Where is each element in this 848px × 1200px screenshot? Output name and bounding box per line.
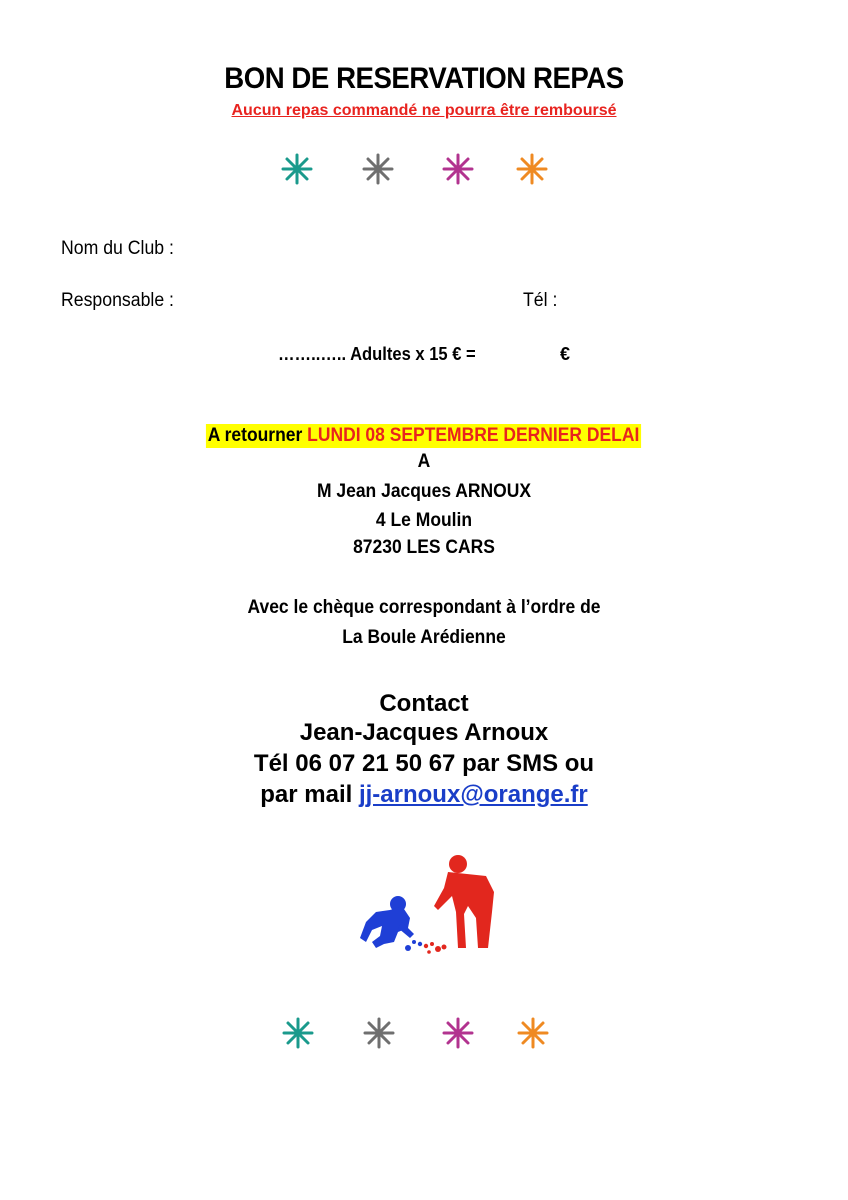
recipient-city: 87230 LES CARS	[353, 537, 495, 558]
contact-name: Jean-Jacques Arnoux	[299, 719, 549, 746]
club-name-label: Nom du Club :	[61, 238, 174, 259]
club-name-field[interactable]	[61, 238, 182, 260]
recipient-street: 4 Le Moulin	[375, 510, 473, 531]
asterisk-star-icon	[281, 1016, 315, 1050]
deadline-date: LUNDI 08 SEPTEMBRE DERNIER DELAI	[307, 425, 640, 446]
decorative-stars-bottom	[0, 1016, 848, 1056]
responsable-label: Responsable :	[61, 290, 174, 311]
cheque-instruction: Avec le chèque correspondant à l’ordre de	[247, 597, 601, 618]
recipient-name: M Jean Jacques ARNOUX	[316, 481, 532, 502]
asterisk-star-icon	[441, 1016, 475, 1050]
tel-field[interactable]	[523, 290, 560, 312]
mail-prefix: par mail	[260, 781, 353, 808]
cheque-payee: La Boule Arédienne	[342, 627, 506, 648]
petanque-players-logo	[354, 852, 500, 962]
responsable-field[interactable]	[61, 290, 182, 312]
asterisk-star-icon	[280, 152, 314, 186]
asterisk-star-icon	[361, 152, 395, 186]
asterisk-star-icon	[362, 1016, 396, 1050]
refund-warning: Aucun repas commandé ne pourra être remboursé	[231, 102, 617, 119]
contact-phone: Tél 06 07 21 50 67 par SMS ou	[253, 750, 595, 777]
page-title: BON DE RESERVATION REPAS	[224, 62, 624, 95]
return-deadline	[0, 424, 848, 448]
contact-mail-line	[0, 781, 848, 809]
total-euro-sign: €	[560, 344, 571, 364]
decorative-stars-top	[0, 152, 848, 192]
email-link[interactable]: jj-arnoux@orange.fr	[358, 781, 588, 808]
return-to: A	[417, 451, 431, 472]
tel-label: Tél :	[523, 290, 558, 311]
asterisk-star-icon	[515, 152, 549, 186]
adults-count-line[interactable]: ……..….. Adultes x 15 € =	[278, 344, 476, 364]
contact-heading: Contact	[379, 690, 469, 717]
return-prefix: A retourner	[208, 425, 303, 446]
asterisk-star-icon	[441, 152, 475, 186]
asterisk-star-icon	[516, 1016, 550, 1050]
